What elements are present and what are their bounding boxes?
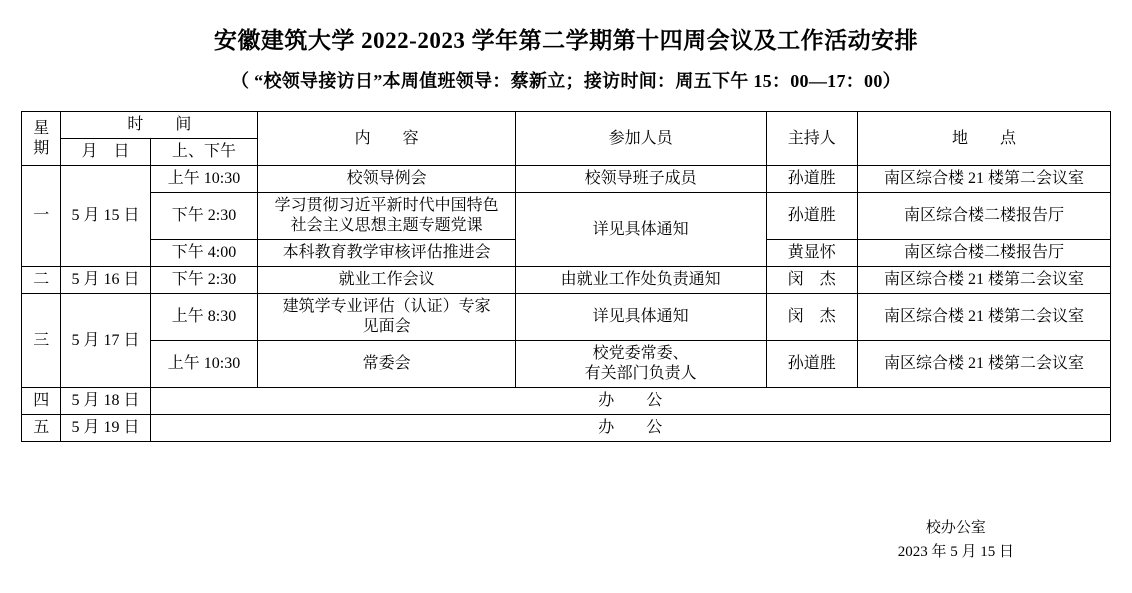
cell-date: 5 月 15 日 [61,166,150,267]
document-footer [898,516,1014,564]
table-header-row-1 [22,112,1111,139]
header-place: 地 点 [857,112,1110,166]
cell-content [258,193,515,240]
cell-people: 详见具体通知 [515,193,766,267]
cell-content [258,294,515,341]
header-time-group: 时 间 [61,112,258,139]
cell-ampm: 下午 2:30 [150,193,258,240]
cell-content-line2: 社会主义思想主题专题党课 [290,217,483,234]
cell-content-line1: 建筑学专业评估（认证）专家 [282,298,491,315]
cell-place: 南区综合楼 21 楼第二会议室 [857,294,1110,341]
cell-ampm: 下午 2:30 [150,267,258,294]
table-row [22,388,1111,415]
cell-place: 南区综合楼 21 楼第二会议室 [857,267,1110,294]
cell-people-line1: 校党委常委、 [592,345,689,362]
cell-ampm: 上午 10:30 [150,166,258,193]
cell-ampm: 上午 10:30 [150,341,258,388]
cell-date: 5 月 16 日 [61,267,150,294]
footer-date: 2023 年 5 月 15 日 [897,544,1014,560]
header-week [22,112,61,166]
cell-host: 孙道胜 [766,193,857,240]
cell-content: 常委会 [258,341,515,388]
cell-week: 五 [22,415,61,442]
cell-ampm: 下午 4:00 [150,240,258,267]
cell-place: 南区综合楼 21 楼第二会议室 [857,166,1110,193]
cell-content: 本科教育教学审核评估推进会 [258,240,515,267]
table-row [22,193,1111,240]
footer-office: 校办公室 [925,520,986,536]
cell-host: 孙道胜 [766,341,857,388]
cell-people: 详见具体通知 [515,294,766,341]
cell-host: 闵 杰 [766,267,857,294]
header-date: 月 日 [61,139,150,166]
header-content: 内 容 [258,112,515,166]
cell-content-line1: 学习贯彻习近平新时代中国特色 [274,197,499,214]
cell-people: 由就业工作处负责通知 [515,267,766,294]
cell-week: 三 [22,294,61,388]
table-row [22,415,1111,442]
table-row [22,267,1111,294]
header-ampm: 上、下午 [150,139,258,166]
table-row [22,294,1111,341]
schedule-table [21,111,1111,442]
cell-host: 闵 杰 [766,294,857,341]
cell-date: 5 月 18 日 [61,388,150,415]
cell-week: 四 [22,388,61,415]
cell-people-line2: 有关部门负责人 [584,365,697,382]
cell-place: 南区综合楼二楼报告厅 [857,240,1110,267]
cell-date: 5 月 17 日 [61,294,150,388]
header-host: 主持人 [766,112,857,166]
cell-week: 一 [22,166,61,267]
cell-ampm: 上午 8:30 [150,294,258,341]
cell-content: 校领导例会 [258,166,515,193]
table-row [22,166,1111,193]
cell-host: 黄显怀 [766,240,857,267]
page-subtitle: （ “校领导接访日”本周值班领导：蔡新立；接访时间：周五下午 15：00—17：00） [231,71,901,91]
page-title: 安徽建筑大学 2022-2023 学年第二学期第十四周会议及工作活动安排 [213,28,919,53]
cell-place: 南区综合楼二楼报告厅 [857,193,1110,240]
cell-place: 南区综合楼 21 楼第二会议室 [857,341,1110,388]
table-row [22,341,1111,388]
cell-note: 办 公 [150,388,1110,415]
cell-people: 校领导班子成员 [515,166,766,193]
cell-people [515,341,766,388]
cell-date: 5 月 19 日 [61,415,150,442]
header-week-line2: 期 [33,139,50,157]
document-page [0,22,1132,593]
header-week-line1: 星 [33,119,50,137]
header-people: 参加人员 [515,112,766,166]
cell-host: 孙道胜 [766,166,857,193]
cell-note: 办 公 [150,415,1110,442]
cell-content-line2: 见面会 [362,318,411,335]
cell-week: 二 [22,267,61,294]
cell-content: 就业工作会议 [258,267,515,294]
